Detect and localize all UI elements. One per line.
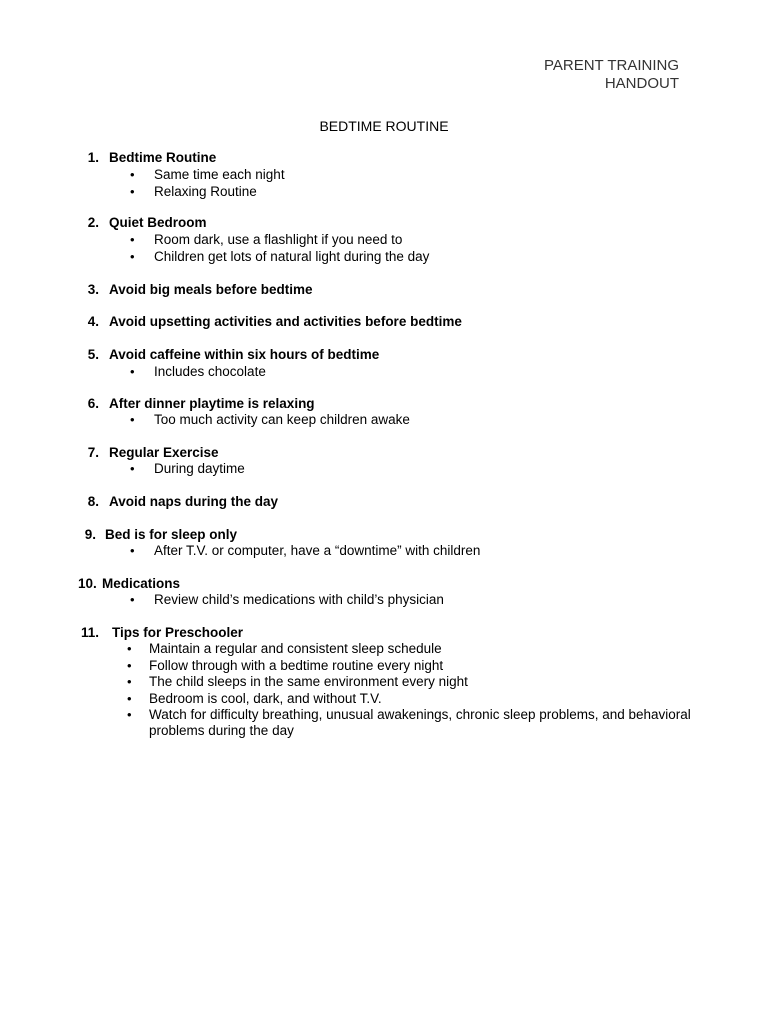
item-title: Avoid big meals before bedtime [109, 282, 313, 297]
bullet-icon: • [130, 543, 135, 558]
bullet-icon: • [127, 690, 132, 706]
item-title: Regular Exercise [109, 445, 219, 460]
bullet-item [0, 641, 720, 658]
bullet-text: Review child’s medications with child’s physician [154, 592, 444, 607]
bullet-list-7 [0, 461, 245, 478]
bullet-text: Children get lots of natural light during the day [154, 248, 430, 264]
item-number: 6. [87, 396, 99, 411]
bullet-item [0, 707, 714, 738]
bullet-text: Follow through with a bedtime routine every night [149, 657, 444, 673]
item-number: 11. [81, 625, 100, 640]
bullet-item [0, 412, 410, 429]
item-number: 2. [87, 215, 99, 230]
bullet-item [0, 364, 266, 381]
bullet-item [0, 232, 429, 249]
bullet-text: During daytime [154, 461, 245, 476]
item-title: After dinner playtime is relaxing [109, 396, 315, 411]
document-title: BEDTIME ROUTINE [319, 118, 449, 134]
bullet-item [0, 658, 720, 675]
bullet-text: Watch for difficulty breathing, unusual awakenings, chronic sleep problems, and behavioral problems during the day [149, 707, 691, 738]
document-header [544, 57, 679, 93]
bullet-list-5 [0, 364, 266, 381]
bullet-text: Bedroom is cool, dark, and without T.V. [149, 690, 382, 706]
item-number: 9. [84, 527, 96, 542]
item-number: 5. [87, 347, 99, 362]
bullet-text: Same time each night [154, 167, 285, 182]
bullet-list-2 [0, 232, 429, 265]
bullet-list-11 [0, 641, 720, 738]
bullet-list-10 [0, 592, 444, 609]
bullet-text: The child sleeps in the same environment every night [149, 674, 468, 690]
bullet-icon: • [127, 707, 132, 723]
bullet-text: Includes chocolate [154, 364, 266, 379]
bullet-icon: • [127, 674, 132, 690]
bullet-icon: • [130, 248, 135, 264]
bullet-text: Relaxing Routine [154, 183, 257, 199]
bullet-item [0, 691, 720, 708]
bullet-icon: • [130, 461, 135, 476]
bullet-icon: • [130, 364, 135, 379]
item-title: Avoid upsetting activities and activities before bedtime [109, 314, 462, 329]
bullet-item [0, 674, 720, 691]
item-number: 3. [87, 282, 99, 297]
bullet-icon: • [127, 641, 132, 656]
bullet-list-6 [0, 412, 410, 429]
item-number: 10. [78, 576, 97, 591]
header-line-2: HANDOUT [604, 75, 679, 92]
item-number: 1. [87, 150, 99, 165]
bullet-icon: • [130, 183, 135, 199]
bullet-icon: • [130, 592, 135, 607]
item-title: Medications [102, 576, 181, 591]
header-line-1: PARENT TRAINING [543, 57, 679, 74]
bullet-text: Room dark, use a flashlight if you need to [154, 232, 403, 247]
item-number: 8. [87, 494, 99, 509]
bullet-item [0, 592, 444, 609]
item-title: Avoid caffeine within six hours of bedtime [109, 347, 380, 362]
bullet-text: Too much activity can keep children awake [154, 412, 410, 427]
bullet-item [0, 184, 285, 201]
bullet-item [0, 543, 480, 560]
bullet-list-9 [0, 543, 480, 560]
bullet-text: Maintain a regular and consistent sleep schedule [149, 641, 442, 656]
bullet-icon: • [130, 232, 135, 247]
item-number: 7. [87, 445, 99, 460]
bullet-item [0, 249, 429, 266]
item-title: Tips for Preschooler [112, 625, 244, 640]
item-title: Bedtime Routine [109, 150, 217, 165]
item-number: 4. [87, 314, 99, 329]
bullet-icon: • [130, 167, 135, 182]
bullet-list-1 [0, 167, 285, 200]
item-title: Avoid naps during the day [109, 494, 279, 509]
bullet-icon: • [127, 657, 132, 673]
item-title: Quiet Bedroom [109, 215, 207, 230]
bullet-icon: • [130, 412, 135, 427]
item-title: Bed is for sleep only [105, 527, 238, 542]
bullet-text: After T.V. or computer, have a “downtime” with children [154, 543, 481, 558]
bullet-item [0, 461, 245, 478]
bullet-item [0, 167, 285, 184]
